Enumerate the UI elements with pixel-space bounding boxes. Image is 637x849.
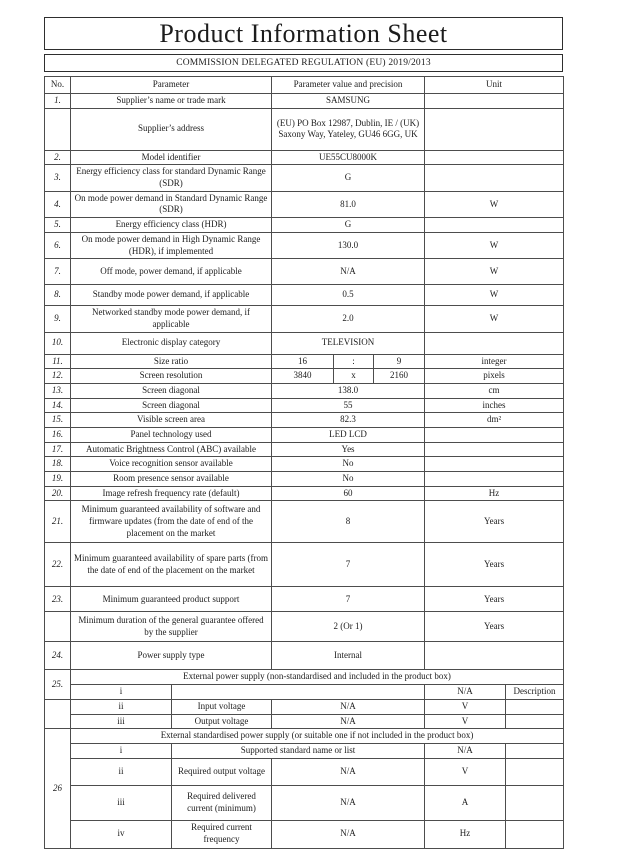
parameter-cell: Electronic display category <box>71 332 272 354</box>
unit-cell: Years <box>425 543 564 587</box>
section-header-cell: External power supply (non-standardised and included in the product box) <box>71 670 564 685</box>
value-cell: TELEVISION <box>272 332 425 354</box>
parameter-cell: Panel technology used <box>71 428 272 443</box>
parameter-cell: On mode power demand in Standard Dynamic Range (SDR) <box>71 191 272 217</box>
note-cell <box>506 758 564 785</box>
table-row <box>45 259 564 285</box>
value-cell: 2.0 <box>272 306 425 332</box>
column-header-value: Parameter value and precision <box>272 77 425 94</box>
value-separator-cell: : <box>334 354 374 369</box>
parameter-cell: Voice recognition sensor available <box>71 457 272 472</box>
row-number: 13. <box>45 383 71 398</box>
value-cell: N/A <box>272 820 425 848</box>
row-number: 7. <box>45 259 71 285</box>
parameter-cell: Minimum guaranteed availability of spare parts (from the date of end of the placement on the market <box>71 543 272 587</box>
sub-item-label: iv <box>71 820 172 848</box>
note-cell: Description <box>506 685 564 700</box>
value-part-cell: 9 <box>374 354 425 369</box>
unit-cell <box>425 472 564 487</box>
row-number: 16. <box>45 428 71 443</box>
value-cell: 130.0 <box>272 232 425 258</box>
table-row <box>45 413 564 428</box>
unit-cell <box>425 457 564 472</box>
page-title: Product Information Sheet <box>44 17 563 50</box>
note-cell <box>506 743 564 758</box>
table-row <box>45 587 564 612</box>
table-row <box>45 285 564 306</box>
note-cell <box>506 714 564 729</box>
value-cell: No <box>272 457 425 472</box>
unit-cell: W <box>425 285 564 306</box>
unit-cell: integer <box>425 354 564 369</box>
value-cell: 55 <box>272 398 425 413</box>
unit-cell: V <box>425 714 506 729</box>
row-number: 12. <box>45 369 71 384</box>
table-row <box>45 457 564 472</box>
row-number-empty <box>45 699 71 728</box>
sub-item-description: Required current frequency <box>172 820 272 848</box>
sub-item-label: iii <box>71 785 172 820</box>
table-row <box>45 699 564 714</box>
unit-cell: dm² <box>425 413 564 428</box>
table-row <box>45 369 564 384</box>
sub-item-description: Required delivered current (minimum) <box>172 785 272 820</box>
unit-cell <box>425 442 564 457</box>
sub-item-description: Required output voltage <box>172 758 272 785</box>
unit-cell <box>425 150 564 165</box>
value-cell: 81.0 <box>272 191 425 217</box>
table-row <box>45 94 564 109</box>
table-row <box>45 612 564 642</box>
parameter-cell: Energy efficiency class (HDR) <box>71 218 272 233</box>
table-row <box>45 232 564 258</box>
row-number: 10. <box>45 332 71 354</box>
parameter-cell: Visible screen area <box>71 413 272 428</box>
column-header-no: No. <box>45 77 71 94</box>
value-part-cell: 3840 <box>272 369 334 384</box>
product-information-table <box>44 76 564 849</box>
unit-cell: N/A <box>425 743 506 758</box>
value-cell: (EU) PO Box 12987, Dublin, IE / (UK) Saxony Way, Yateley, GU46 6GG, UK <box>272 108 425 150</box>
value-cell: G <box>272 165 425 191</box>
parameter-cell: Supplier’s name or trade mark <box>71 94 272 109</box>
section-header-cell: External standardised power supply (or suitable one if not included in the product box) <box>71 729 564 744</box>
parameter-cell: Standby mode power demand, if applicable <box>71 285 272 306</box>
row-number: 20. <box>45 486 71 501</box>
value-cell: UE55CU8000K <box>272 150 425 165</box>
parameter-cell: Energy efficiency class for standard Dynamic Range (SDR) <box>71 165 272 191</box>
table-row <box>45 108 564 150</box>
value-cell: 0.5 <box>272 285 425 306</box>
unit-cell <box>425 218 564 233</box>
value-cell: N/A <box>272 699 425 714</box>
table-row <box>45 758 564 785</box>
table-row <box>45 743 564 758</box>
unit-cell: W <box>425 259 564 285</box>
value-cell: 60 <box>272 486 425 501</box>
row-number: 1. <box>45 94 71 109</box>
value-separator-cell: x <box>334 369 374 384</box>
row-number: 2. <box>45 150 71 165</box>
value-cell: LED LCD <box>272 428 425 443</box>
row-number: 21. <box>45 501 71 543</box>
parameter-cell: Automatic Brightness Control (ABC) available <box>71 442 272 457</box>
row-number: 22. <box>45 543 71 587</box>
table-row <box>45 714 564 729</box>
value-cell: G <box>272 218 425 233</box>
value-cell: N/A <box>272 259 425 285</box>
unit-cell: Hz <box>425 486 564 501</box>
unit-cell: Hz <box>425 820 506 848</box>
table-row <box>45 785 564 820</box>
note-cell <box>506 785 564 820</box>
unit-cell: W <box>425 306 564 332</box>
row-number <box>45 108 71 150</box>
regulation-subtitle: COMMISSION DELEGATED REGULATION (EU) 2019/2013 <box>44 54 563 72</box>
sub-item-label: ii <box>71 699 172 714</box>
row-number: 18. <box>45 457 71 472</box>
unit-cell <box>425 428 564 443</box>
table-row <box>45 150 564 165</box>
value-cell: 7 <box>272 587 425 612</box>
parameter-cell: Minimum guaranteed availability of software and firmware updates (from the date of end of the placement on the market <box>71 501 272 543</box>
table-header-row <box>45 77 564 94</box>
value-cell: N/A <box>272 714 425 729</box>
sub-item-description: Supported standard name or list <box>172 743 425 758</box>
unit-cell: W <box>425 232 564 258</box>
parameter-cell: Image refresh frequency rate (default) <box>71 486 272 501</box>
value-cell: No <box>272 472 425 487</box>
value-cell: 138.0 <box>272 383 425 398</box>
parameter-cell: Screen diagonal <box>71 383 272 398</box>
unit-cell: Years <box>425 612 564 642</box>
parameter-cell: Screen resolution <box>71 369 272 384</box>
unit-cell <box>425 332 564 354</box>
row-number: 6. <box>45 232 71 258</box>
parameter-cell: On mode power demand in High Dynamic Range (HDR), if implemented <box>71 232 272 258</box>
unit-cell: pixels <box>425 369 564 384</box>
row-number: 9. <box>45 306 71 332</box>
row-number: 25. <box>45 670 71 699</box>
value-cell: SAMSUNG <box>272 94 425 109</box>
table-row <box>45 820 564 848</box>
unit-cell <box>425 165 564 191</box>
unit-cell <box>425 94 564 109</box>
unit-cell: A <box>425 785 506 820</box>
table-row <box>45 165 564 191</box>
row-number: 4. <box>45 191 71 217</box>
table-row <box>45 442 564 457</box>
section-25-header-row <box>45 670 564 685</box>
unit-cell: W <box>425 191 564 217</box>
table-row <box>45 398 564 413</box>
parameter-cell: Minimum guaranteed product support <box>71 587 272 612</box>
value-cell: N/A <box>272 758 425 785</box>
table-row <box>45 354 564 369</box>
sub-item-label: iii <box>71 714 172 729</box>
row-number: 3. <box>45 165 71 191</box>
sub-item-description: Output voltage <box>172 714 272 729</box>
unit-cell: V <box>425 699 506 714</box>
note-cell <box>506 820 564 848</box>
row-number: 19. <box>45 472 71 487</box>
unit-cell <box>425 642 564 670</box>
table-row <box>45 428 564 443</box>
table-row <box>45 472 564 487</box>
unit-cell: cm <box>425 383 564 398</box>
value-cell: 2 (Or 1) <box>272 612 425 642</box>
table-row <box>45 486 564 501</box>
parameter-cell: Power supply type <box>71 642 272 670</box>
unit-cell: Years <box>425 501 564 543</box>
row-number <box>45 612 71 642</box>
table-row <box>45 218 564 233</box>
parameter-cell: Minimum duration of the general guarantee offered by the supplier <box>71 612 272 642</box>
row-number: 26 <box>45 729 71 848</box>
parameter-cell: Size ratio <box>71 354 272 369</box>
parameter-cell: Off mode, power demand, if applicable <box>71 259 272 285</box>
parameter-cell: Screen diagonal <box>71 398 272 413</box>
row-number: 8. <box>45 285 71 306</box>
unit-cell: N/A <box>425 685 506 700</box>
value-cell: Internal <box>272 642 425 670</box>
row-number: 23. <box>45 587 71 612</box>
sub-item-description <box>172 685 425 700</box>
table-row <box>45 501 564 543</box>
table-row <box>45 191 564 217</box>
row-number: 11. <box>45 354 71 369</box>
value-cell: 82.3 <box>272 413 425 428</box>
unit-cell: Years <box>425 587 564 612</box>
row-number: 24. <box>45 642 71 670</box>
sub-item-label: ii <box>71 758 172 785</box>
table-row <box>45 543 564 587</box>
parameter-cell: Networked standby mode power demand, if applicable <box>71 306 272 332</box>
sub-item-description: Input voltage <box>172 699 272 714</box>
row-number: 14. <box>45 398 71 413</box>
row-number: 17. <box>45 442 71 457</box>
parameter-cell: Model identifier <box>71 150 272 165</box>
table-row <box>45 306 564 332</box>
table-row <box>45 383 564 398</box>
unit-cell: inches <box>425 398 564 413</box>
unit-cell: V <box>425 758 506 785</box>
sub-item-label: i <box>71 743 172 758</box>
value-cell: N/A <box>272 785 425 820</box>
column-header-parameter: Parameter <box>71 77 272 94</box>
row-number: 15. <box>45 413 71 428</box>
parameter-cell: Room presence sensor available <box>71 472 272 487</box>
value-cell: 8 <box>272 501 425 543</box>
column-header-unit: Unit <box>425 77 564 94</box>
value-cell: Yes <box>272 442 425 457</box>
value-part-cell: 16 <box>272 354 334 369</box>
sub-item-label: i <box>71 685 172 700</box>
unit-cell <box>425 108 564 150</box>
table-row <box>45 685 564 700</box>
section-26-header-row <box>45 729 564 744</box>
note-cell <box>506 699 564 714</box>
table-row <box>45 332 564 354</box>
parameter-cell: Supplier’s address <box>71 108 272 150</box>
table-row <box>45 642 564 670</box>
value-cell: 7 <box>272 543 425 587</box>
row-number: 5. <box>45 218 71 233</box>
value-part-cell: 2160 <box>374 369 425 384</box>
